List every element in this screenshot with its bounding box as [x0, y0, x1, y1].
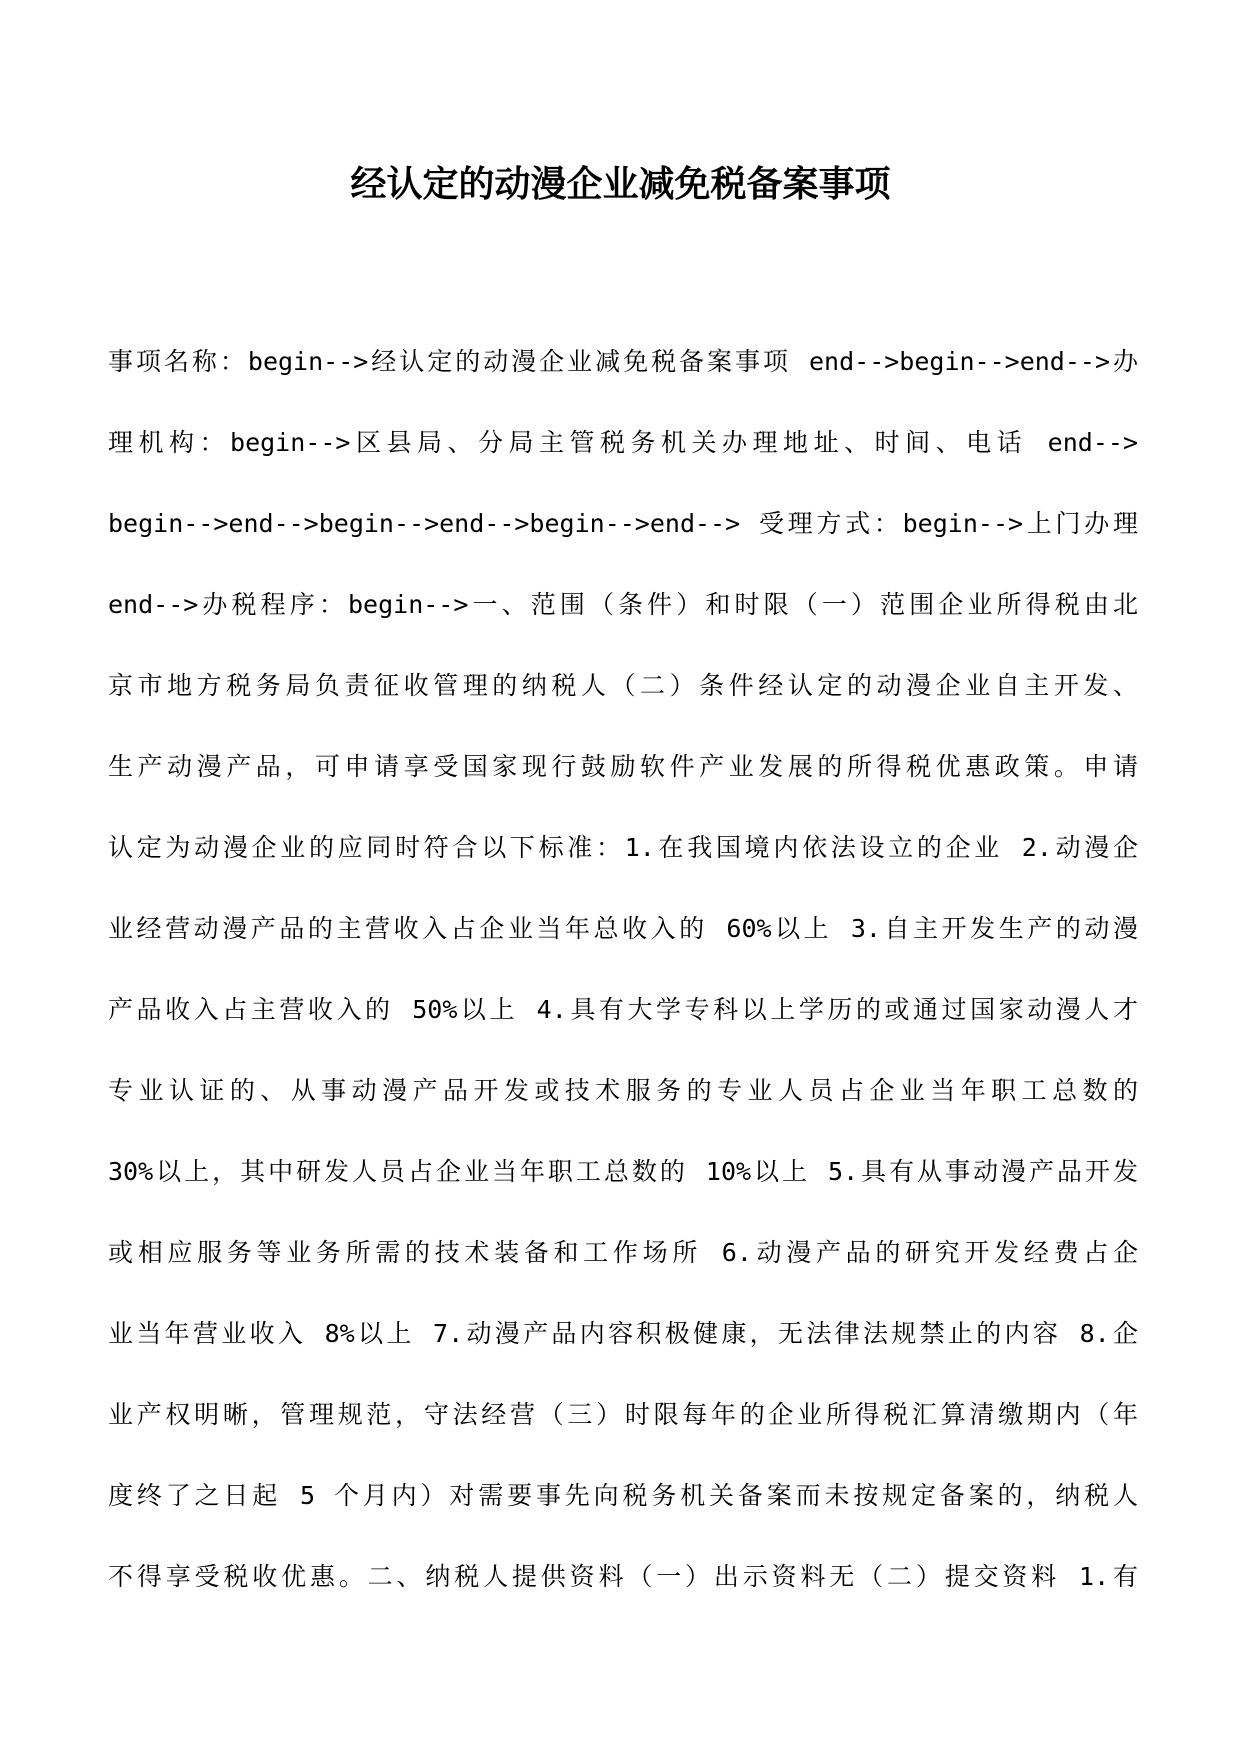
body-line: 不得享受税收优惠。二、纳税人提供资料（一）出示资料无（二）提交资料 1.有 — [108, 1562, 1138, 1591]
body-line: 产品收入占主营收入的 50%以上 4.具有大学专科以上学历的或通过国家动漫人才 — [108, 995, 1138, 1024]
body-line: 业经营动漫产品的主营收入占企业当年总收入的 60%以上 3.自主开发生产的动漫 — [108, 914, 1138, 943]
body-line: 事项名称：begin-->经认定的动漫企业减免税备案事项 end-->begin-->end-->办 — [108, 347, 1138, 376]
body-line: 理机构：begin-->区县局、分局主管税务机关办理地址、时间、电话 end--> — [108, 428, 1138, 457]
body-line: 生产动漫产品，可申请享受国家现行鼓励软件产业发展的所得税优惠政策。申请 — [108, 752, 1138, 781]
body-line: begin-->end-->begin-->end-->begin-->end--> 受理方式：begin-->上门办理 — [108, 509, 1138, 538]
document-body — [108, 345, 1138, 1641]
document-title: 经认定的动漫企业减免税备案事项 — [350, 163, 891, 205]
body-line: 度终了之日起 5 个月内）对需要事先向税务机关备案而未按规定备案的，纳税人 — [108, 1481, 1138, 1510]
body-line: 业产权明晰，管理规范，守法经营（三）时限每年的企业所得税汇算清缴期内（年 — [108, 1400, 1138, 1429]
body-line: 专业认证的、从事动漫产品开发或技术服务的专业人员占企业当年职工总数的 — [108, 1076, 1138, 1105]
body-line: 或相应服务等业务所需的技术装备和工作场所 6.动漫产品的研究开发经费占企 — [108, 1238, 1138, 1267]
body-line: 30%以上，其中研发人员占企业当年职工总数的 10%以上 5.具有从事动漫产品开发 — [108, 1157, 1138, 1186]
body-line: 认定为动漫企业的应同时符合以下标准：1.在我国境内依法设立的企业 2.动漫企 — [108, 833, 1138, 862]
body-line: 业当年营业收入 8%以上 7.动漫产品内容积极健康，无法律法规禁止的内容 8.企 — [108, 1319, 1138, 1348]
body-line: end-->办税程序：begin-->一、范围（条件）和时限（一）范围企业所得税由北 — [108, 590, 1138, 619]
body-line: 京市地方税务局负责征收管理的纳税人（二）条件经认定的动漫企业自主开发、 — [108, 671, 1138, 700]
